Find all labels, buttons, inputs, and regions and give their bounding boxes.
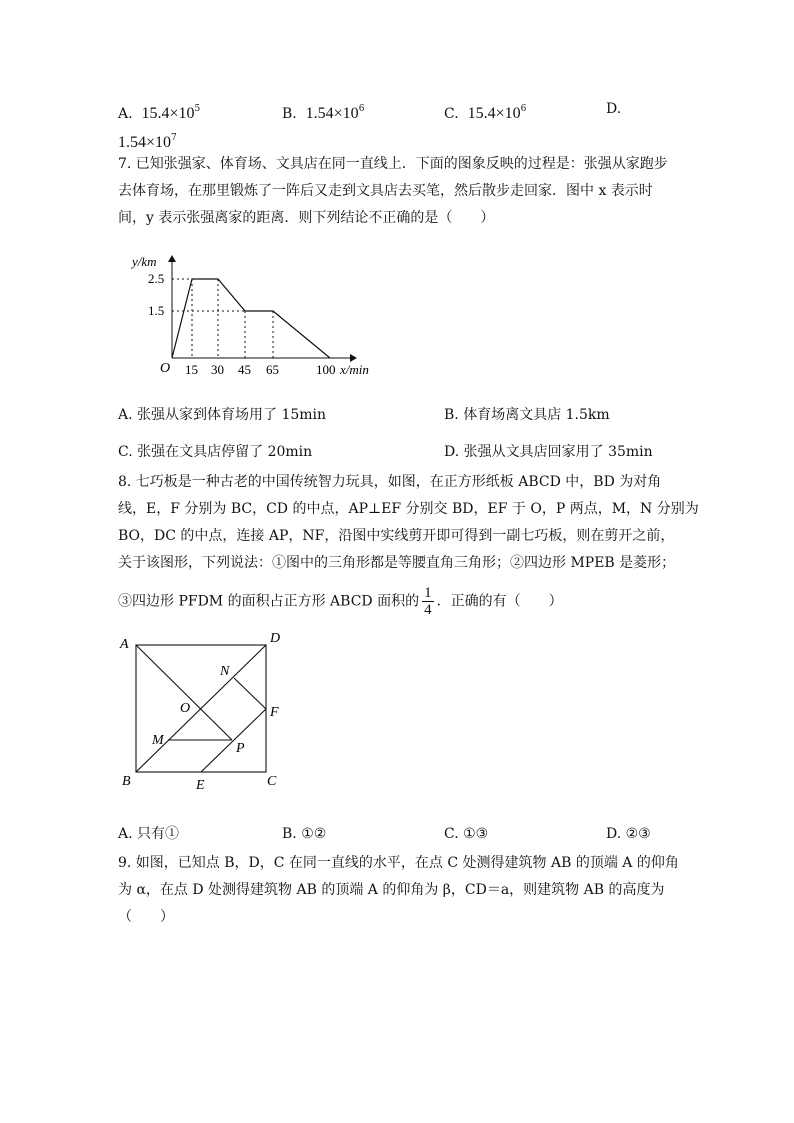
q8-stem-line-1: 8. 七巧板是一种古老的中国传统智力玩具，如图，在正方形纸板 ABCD 中，BD 为对角	[118, 474, 662, 490]
q8-line-5-post: ．正确的有（ ）	[436, 593, 563, 610]
q7-distance-time-graph	[128, 250, 388, 385]
q7-stem-line-2: 去体育场，在那里锻炼了一阵后又走到文具店去买笔，然后散步走回家．图中 x 表示时	[118, 183, 653, 199]
x-tick-30: 30	[211, 362, 224, 377]
label-d: D	[270, 631, 281, 646]
y-tick-1.5: 1.5	[148, 303, 165, 318]
q7-option-d: D. 张强从文具店回家用了 35min	[444, 444, 653, 460]
q9-stem-line-3: （ ）	[118, 909, 174, 925]
q8-stem-line-3: BO，DC 的中点，连接 AP，NF，沿图中实线剪开即可得到一副七巧板，则在剪开之前，	[118, 528, 675, 544]
label-o: O	[180, 701, 191, 716]
x-tick-45: 45	[238, 362, 251, 377]
label-e: E	[196, 778, 205, 793]
q7-option-b: B. 体育场离文具店 1.5km	[444, 407, 610, 423]
q7-option-a: A. 张强从家到体育场用了 15min	[118, 407, 327, 423]
x-tick-65: 65	[266, 362, 279, 377]
x-tick-100: 100	[316, 362, 336, 377]
q6-option-d: D.	[606, 101, 622, 117]
q9-stem-line-1: 9. 如图，已知点 B，D，C 在同一直线的水平，在点 C 处测得建筑物 AB 的顶端 A 的仰角	[118, 855, 679, 871]
one-quarter-fraction: $\frac{1}{4}$	[424, 585, 432, 618]
x-tick-15: 15	[185, 362, 198, 377]
y-axis-label: y/km	[132, 254, 157, 269]
label-c: C	[267, 774, 277, 789]
label-b: B	[122, 774, 131, 789]
q6-option-b: B. $1.54\times 10^6$	[282, 104, 365, 122]
q8-stem-line-4: 关于该图形，下列说法：①图中的三角形都是等腰直角三角形；②四边形 MPEB 是菱形；	[118, 555, 676, 571]
q8-option-c: C. ①③	[444, 826, 489, 842]
q8-stem-line-5	[118, 585, 563, 618]
q9-stem-line-2: 为 α，在点 D 处测得建筑物 AB 的顶端 A 的仰角为 β，CD＝a，则建筑物 AB 的高度为	[118, 882, 665, 898]
label-n: N	[220, 664, 230, 679]
y-tick-2.5: 2.5	[148, 271, 165, 286]
label-m: M	[152, 733, 164, 748]
x-axis-label: x/min	[340, 362, 369, 377]
q7-stem-line-1: 7. 已知张强家、体育场、文具店在同一直线上．下面的图象反映的过程是：张强从家跑步	[118, 156, 668, 172]
q7-option-c: C. 张强在文具店停留了 20min	[118, 444, 313, 460]
q6-option-c: C. $15.4\times 10^6$	[444, 104, 527, 122]
label-p: P	[236, 741, 245, 756]
q8-option-b: B. ①②	[282, 826, 327, 842]
q6-option-d-value: $1.54\times 10^7$	[118, 133, 177, 151]
q7-stem-line-3: 间，y 表示张强离家的距离．则下列结论不正确的是（ ）	[118, 210, 495, 226]
q6-option-a: A. $15.4\times 10^5$	[118, 104, 201, 122]
label-f: F	[270, 705, 279, 720]
q8-option-d: D. ②③	[606, 826, 651, 842]
q8-option-a: A. 只有①	[118, 826, 180, 842]
q8-tangram-figure	[110, 628, 290, 798]
origin-label: O	[160, 361, 171, 376]
segment-nf	[234, 678, 266, 709]
distance-line	[172, 279, 330, 358]
label-a: A	[120, 637, 129, 652]
q8-stem-line-2: 线，E，F 分别为 BC，CD 的中点，AP⊥EF 分别交 BD，EF 于 O，P 两点，M，N 分别为	[118, 501, 699, 517]
q8-line-5-pre: ③四边形 PFDM 的面积占正方形 ABCD 面积的	[118, 593, 420, 610]
